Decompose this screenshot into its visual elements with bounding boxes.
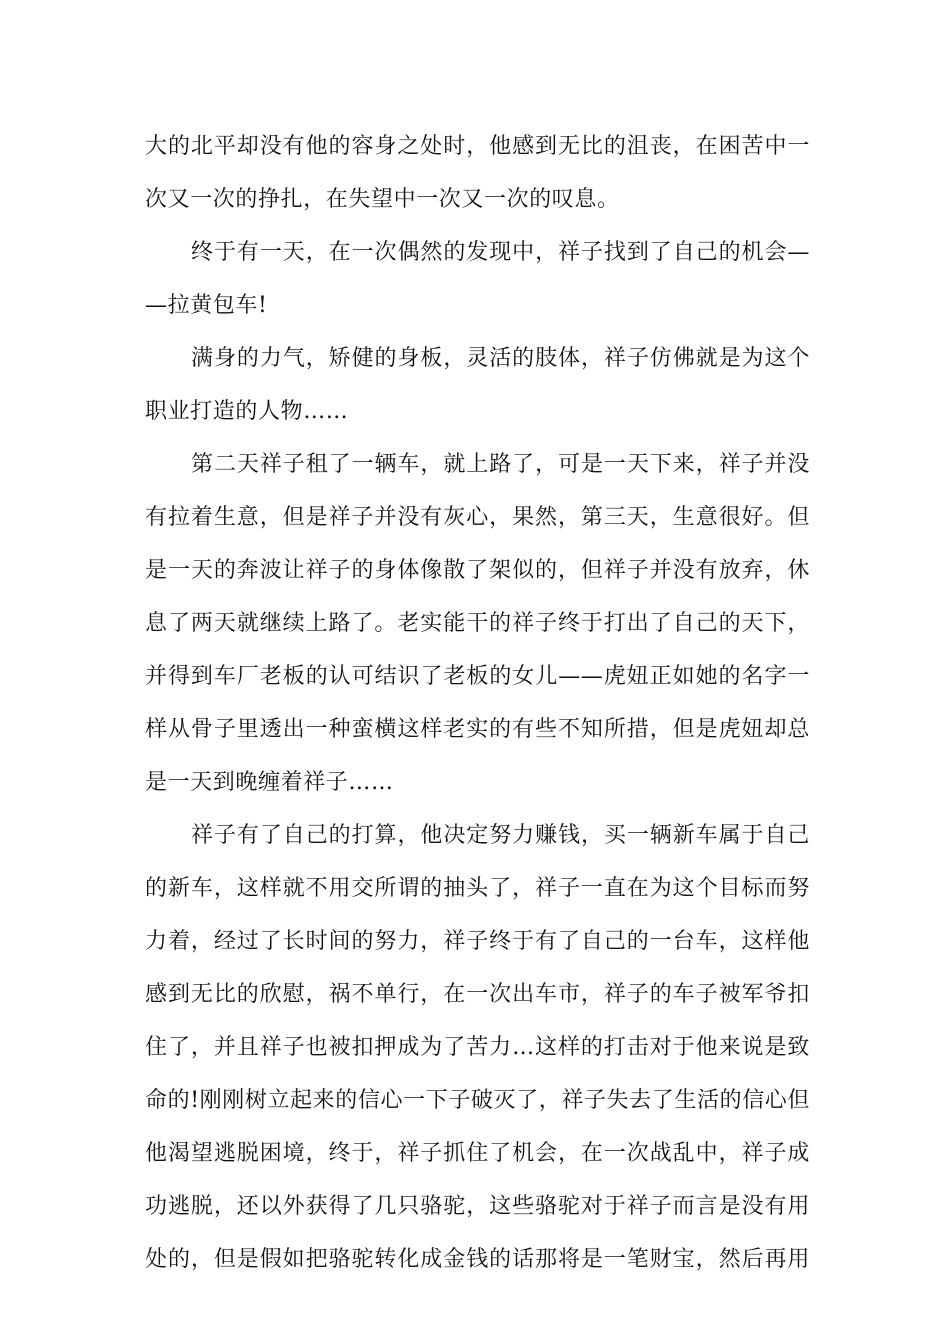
text-line: 住了，并且祥子也被扣押成为了苦力…这样的打击对于他来说是致 bbox=[145, 1035, 810, 1060]
body-text bbox=[145, 129, 810, 1295]
text-line: 息了两天就继续上路了。老实能干的祥子终于打出了自己的天下， bbox=[145, 611, 810, 636]
text-line: 第二天祥子租了一辆车，就上路了，可是一天下来，祥子并没 bbox=[191, 452, 810, 477]
text-line: 满身的力气，矫健的身板，灵活的肢体，祥子仿佛就是为这个 bbox=[191, 346, 810, 371]
text-line: 是一天到晚缠着祥子…… bbox=[145, 770, 394, 795]
text-line: 的新车，这样就不用交所谓的抽头了，祥子一直在为这个目标而努 bbox=[145, 876, 810, 901]
text-line: 并得到车厂老板的认可结识了老板的女儿——虎妞正如她的名字一 bbox=[145, 664, 810, 689]
text-line: 样从骨子里透出一种蛮横这样老实的有些不知所措，但是虎妞却总 bbox=[145, 717, 810, 742]
text-line: 他渴望逃脱困境，终于，祥子抓住了机会，在一次战乱中，祥子成 bbox=[145, 1141, 810, 1166]
text-line: 祥子有了自己的打算，他决定努力赚钱，买一辆新车属于自己 bbox=[191, 823, 810, 848]
text-line: 是一天的奔波让祥子的身体像散了架似的，但祥子并没有放弃，休 bbox=[145, 558, 810, 583]
text-line: 感到无比的欣慰，祸不单行，在一次出车市，祥子的车子被军爷扣 bbox=[145, 982, 810, 1007]
text-line: 次又一次的挣扎，在失望中一次又一次的叹息。 bbox=[145, 187, 620, 212]
text-line: 力着，经过了长时间的努力，祥子终于有了自己的一台车，这样他 bbox=[145, 929, 810, 954]
text-line: 职业打造的人物…… bbox=[145, 399, 349, 424]
text-line: 大的北平却没有他的容身之处时，他感到无比的沮丧，在困苦中一 bbox=[145, 134, 810, 159]
text-line: 命的!刚刚树立起来的信心一下子破灭了，祥子失去了生活的信心但 bbox=[145, 1088, 810, 1113]
text-line: 终于有一天，在一次偶然的发现中，祥子找到了自己的机会— bbox=[191, 240, 810, 265]
text-line: 有拉着生意，但是祥子并没有灰心，果然，第三天，生意很好。但 bbox=[145, 505, 810, 530]
text-line: —拉黄包车! bbox=[145, 293, 268, 318]
text-line: 处的，但是假如把骆驼转化成金钱的话那将是一笔财宝，然后再用 bbox=[145, 1247, 810, 1272]
text-line: 功逃脱，还以外获得了几只骆驼，这些骆驼对于祥子而言是没有用 bbox=[145, 1194, 810, 1219]
